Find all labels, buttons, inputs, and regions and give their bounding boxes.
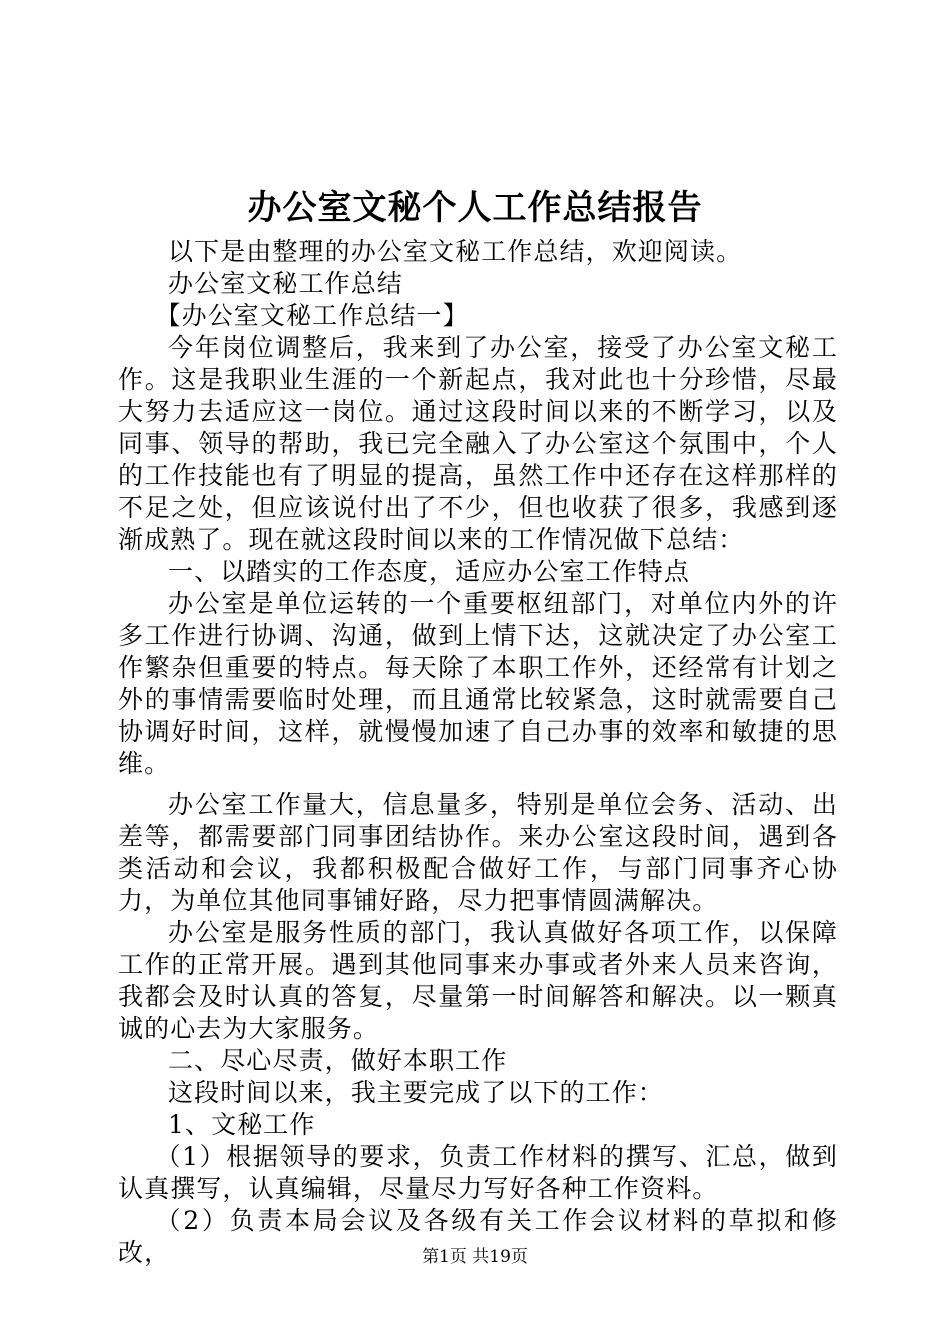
body-paragraph: 这段时间以来，我主要完成了以下的工作： — [168, 1078, 664, 1107]
document-title: 办公室文秘个人工作总结报告 — [247, 188, 703, 228]
section-heading: 办公室文秘工作总结 — [168, 269, 403, 298]
document-body — [118, 236, 838, 1269]
list-item: （1）根据领导的要求，负责工作材料的撰写、汇总，做到认真撰写，认真编辑，尽量尽力写好各种工作资料。 — [118, 1142, 838, 1203]
subsection-heading: 【办公室文秘工作总结一】 — [155, 301, 469, 330]
body-paragraph: 办公室是单位运转的一个重要枢纽部门，对单位内外的许多工作进行协调、沟通，做到上情下达，这就决定了办公室工作繁杂但重要的特点。每天除了本职工作外，还经常有计划之外的事情需要临时处理，而且通常比较紧急，这时就需要自己协调好时间，这样，就慢慢加速了自己办事的效率和敏捷的思维。 — [118, 589, 838, 778]
body-paragraph: 办公室是服务性质的部门，我认真做好各项工作，以保障工作的正常开展。遇到其他同事来办事或者外来人员来咨询，我都会及时认真的答复，尽量第一时间解答和解决。以一颗真诚的心去为大家服务。 — [118, 918, 838, 1043]
list-heading: 1、文秘工作 — [168, 1110, 316, 1139]
point-heading: 一、以踏实的工作态度，适应办公室工作特点 — [168, 557, 691, 586]
page-number-footer: 第1页 共19页 — [422, 1247, 528, 1267]
body-paragraph: 今年岗位调整后，我来到了办公室，接受了办公室文秘工作。这是我职业生涯的一个新起点，我对此也十分珍惜，尽最大努力去适应这一岗位。通过这段时间以来的不断学习，以及同事、领导的帮助，我已完全融入了办公室这个氛围中，个人的工作技能也有了明显的提高，虽然工作中还存在这样那样的不足之处，但应该说付出了不少，但也收获了很多，我感到逐渐成熟了。现在就这段时间以来的工作情况做下总结： — [118, 333, 838, 554]
body-paragraph: 办公室工作量大，信息量多，特别是单位会务、活动、出差等，都需要部门同事团结协作。来办公室这段时间，遇到各类活动和会议，我都积极配合做好工作，与部门同事齐心协力，为单位其他同事铺好路，尽力把事情圆满解决。 — [118, 790, 838, 915]
point-heading: 二、尽心尽责，做好本职工作 — [168, 1046, 508, 1075]
list-item: （2）负责本局会议及各级有关工作会议材料的草拟和修改， — [118, 1206, 838, 1267]
intro-paragraph: 以下是由整理的办公室文秘工作总结，欢迎阅读。 — [168, 237, 743, 266]
